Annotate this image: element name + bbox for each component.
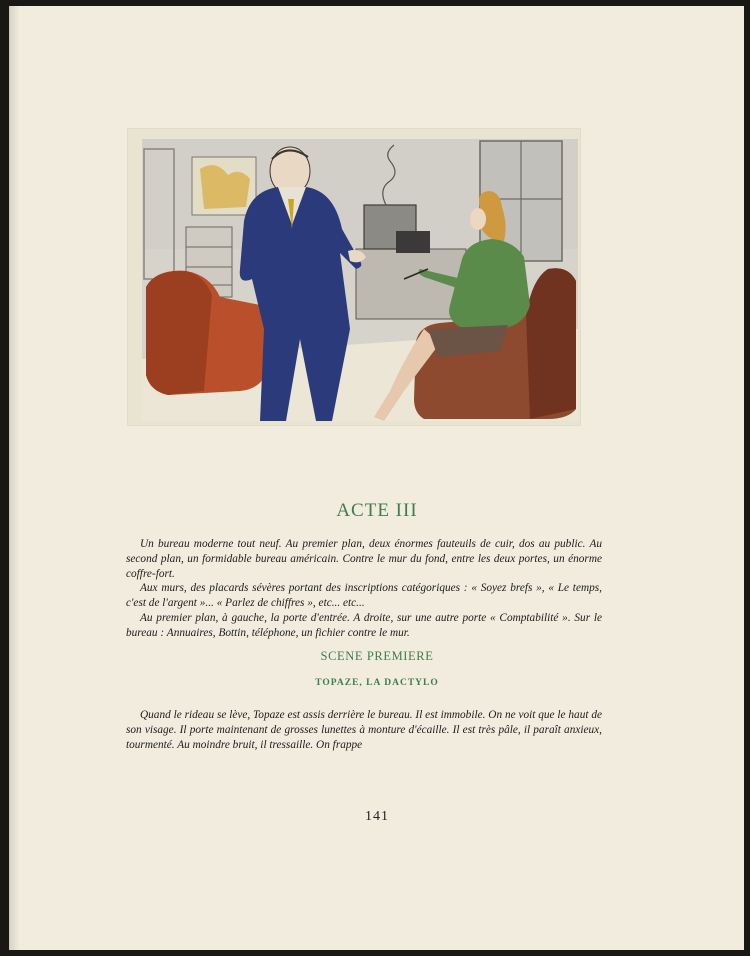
scene-title: SCENE PREMIERE bbox=[320, 649, 434, 663]
office-scene-illustration bbox=[128, 129, 580, 425]
scene-paragraph: Quand le rideau se lève, Topaze est assis derrière le bureau. Il est immobile. On ne voit que le haut de son visage. Il porte maintenant de grosses lunettes à monture d'écaille. Il est très pâle, il paraît anxieux, tourmenté. Au moindre bruit, il tressaille. On frappe bbox=[126, 709, 602, 751]
stage-directions bbox=[126, 537, 602, 641]
stage-direction-paragraph: Au premier plan, à gauche, la porte d'entrée. A droite, sur une autre porte « Comptabilité ». Sur le bureau : Annuaires, Bottin, téléphone, un fichier contre le mur. bbox=[126, 611, 602, 639]
scene-text bbox=[126, 708, 602, 752]
stage-direction-paragraph: Un bureau moderne tout neuf. Au premier plan, deux énormes fauteuils de cuir, dos au public. Au second plan, un formidable bureau américain. Contre le mur du fond, entre les deux portes, un énorme coffre-fort. bbox=[126, 538, 602, 580]
stage-direction-paragraph: Aux murs, des placards sévères portant des inscriptions catégoriques : « Soyez brefs », « Le temps, c'est de l'argent »... « Parlez de chiffres », etc... etc... bbox=[126, 582, 602, 610]
scene-characters: TOPAZE, LA DACTYLO bbox=[315, 678, 439, 688]
act-title: ACTE III bbox=[336, 500, 418, 521]
book-page bbox=[9, 6, 744, 950]
illustration-plate bbox=[128, 129, 580, 425]
page-number: 141 bbox=[365, 809, 389, 824]
